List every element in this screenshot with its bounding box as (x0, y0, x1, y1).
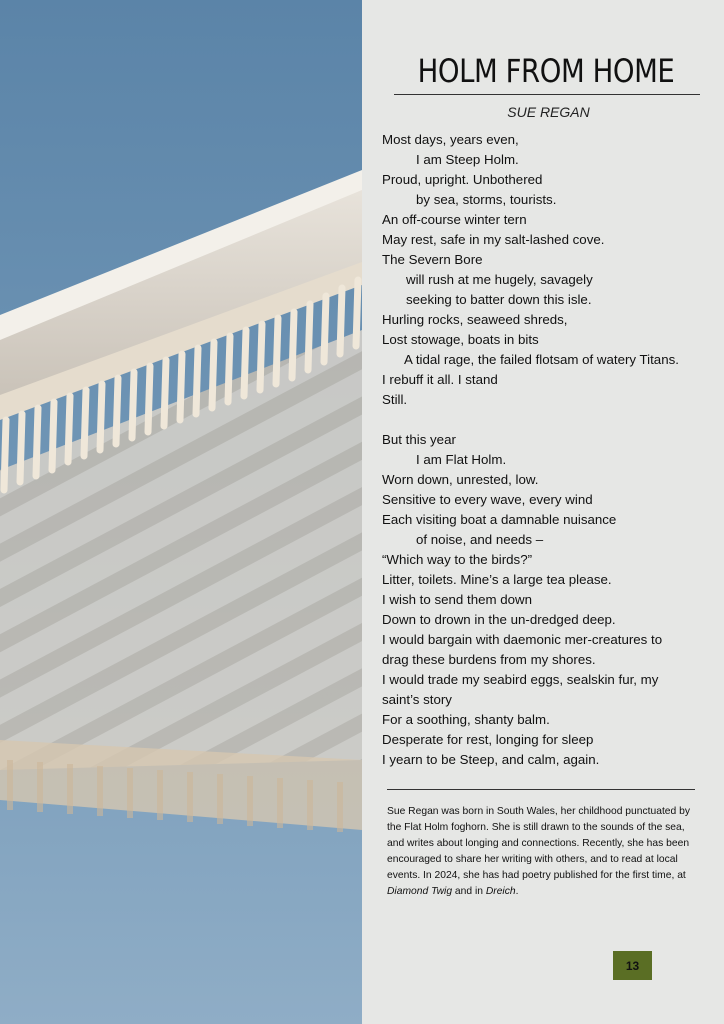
poem-line: Hurling rocks, seaweed shreds, (382, 312, 568, 327)
poem-line: I would trade my seabird eggs, sealskin fur, my (382, 672, 659, 687)
bio-publication-1: Diamond Twig (387, 886, 453, 897)
poem-title: HOLM FROM HOME (417, 52, 675, 90)
poem-line: I rebuff it all. I stand (382, 372, 498, 387)
poem-line: drag these burdens from my shores. (382, 652, 596, 667)
poem-line: But this year (382, 432, 456, 447)
poem-line: saint’s story (382, 692, 452, 707)
author-bio (387, 804, 699, 900)
poem-line: For a soothing, shanty balm. (382, 712, 550, 727)
poem-line: Lost stowage, boats in bits (382, 332, 539, 347)
poem-line: will rush at me hugely, savagely (406, 272, 593, 287)
poem-line: I am Steep Holm. (416, 152, 519, 167)
poem-body (382, 130, 722, 770)
bio-text-part2: and in (452, 886, 486, 897)
poem-panel (362, 0, 724, 1024)
poem-line: I wish to send them down (382, 592, 533, 607)
poem-line: Still. (382, 392, 408, 407)
poem-line: I would bargain with daemonic mer-creatures to (382, 632, 663, 647)
poem-line: Worn down, unrested, low. (382, 472, 539, 487)
poem-line: seeking to batter down this isle. (406, 292, 592, 307)
poem-line: Sensitive to every wave, every wind (382, 492, 593, 507)
poem-line: Desperate for rest, longing for sleep (382, 732, 594, 747)
poem-line: by sea, storms, tourists. (416, 192, 557, 207)
poem-line: Most days, years even, (382, 132, 519, 147)
poem-line: May rest, safe in my salt-lashed cove. (382, 232, 605, 247)
poem-line: Litter, toilets. Mine’s a large tea please. (382, 572, 612, 587)
poem-line: Down to drown in the un-dredged deep. (382, 612, 616, 627)
bio-publication-2: Dreich (485, 886, 516, 897)
bio-text-part3: . (515, 886, 519, 897)
page-number: 13 (613, 951, 652, 980)
stanza-break (382, 410, 722, 430)
poem-line: The Severn Bore (382, 252, 483, 267)
author-name: SUE REGAN (507, 104, 590, 120)
poem-line: of noise, and needs – (416, 532, 544, 547)
bio-divider (387, 789, 695, 790)
poem-line: Each visiting boat a damnable nuisance (382, 512, 617, 527)
poem-line: I am Flat Holm. (416, 452, 507, 467)
title-divider (394, 94, 700, 95)
bio-text-part1: Sue Regan was born in South Wales, her childhood punctuated by the Flat Holm foghorn. She is still drawn to the sounds of the sea, and writes about longing and connections. Recently, she has been encouraged to share her writing with others, and to read at local events. In 2024, she has had poetry published for the first time, at (387, 806, 690, 881)
poem-line: An off-course winter tern (382, 212, 527, 227)
poem-line: A tidal rage, the failed flotsam of watery Titans. (404, 352, 679, 367)
poem-line: Proud, upright. Unbothered (382, 172, 543, 187)
poem-line: I yearn to be Steep, and calm, again. (382, 752, 600, 767)
poem-line: “Which way to the birds?” (382, 552, 533, 567)
